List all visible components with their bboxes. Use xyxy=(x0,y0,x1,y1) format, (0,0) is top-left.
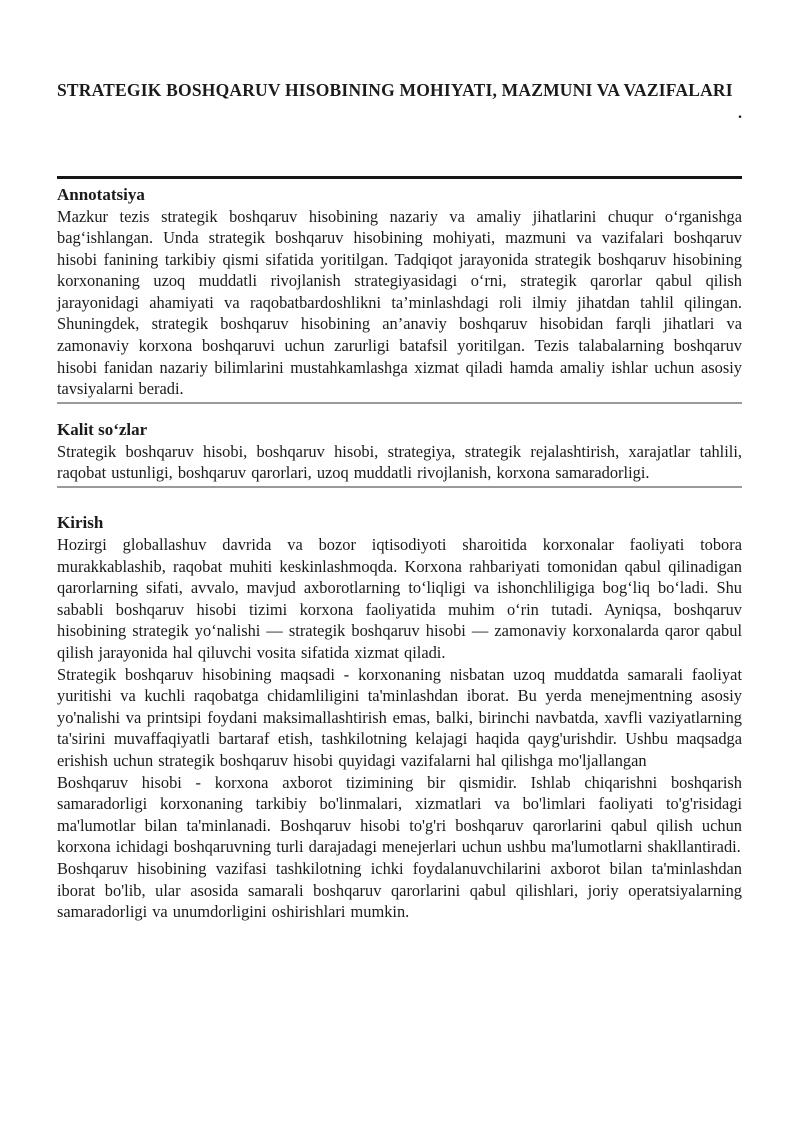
introduction-paragraph-4: Boshqaruv hisobining vazifasi tashkilotning ichki foydalanuvchilarini axborot bilan ta'minlashdan iborat bo'lib, ular asosida samarali boshqaruv qarorlarini qabul qilishlari, joriy operatsiyalarning samaradorligi va unumdorligini oshirishlari mumkin. xyxy=(57,858,742,922)
heading-introduction: Kirish xyxy=(57,513,104,533)
document-title: STRATEGIK BOSHQARUV HISOBINING MOHIYATI, MAZMUNI VA VAZIFALARI xyxy=(57,80,733,100)
introduction-paragraph-3: Boshqaruv hisobi - korxona axborot tizimining bir qismidir. Ishlab chiqarishni boshqarish samaradorligi korxonaning tarkibiy bo'linmalari, xizmatlari va bo'limlari faoliyati to'g'risidagi ma'lumotlar bilan ta'minlanadi. Boshqaruv hisobi to'g'ri boshqaruv qarorlarini qabul qilish uchun korxona ichidagi boshqaruvning turli darajadagi menejerlari uchun ushbu ma'lumotlarni shakllantiradi. xyxy=(57,772,742,857)
heading-keywords: Kalit soʻzlar xyxy=(57,419,148,439)
title-trailing-dot: . xyxy=(738,105,742,122)
annotation-paragraph: Mazkur tezis strategik boshqaruv hisobining nazariy va amaliy jihatlarini chuqur oʻrganishga bagʻishlangan. Unda strategik boshqaruv hisobining mohiyati, mazmuni va vazifalari boshqaruv hisobi fanining tarkibiy qismi sifatida yoritilgan. Tadqiqot jarayonida strategik boshqaruv hisobining korxonaning uzoq muddatli rivojlanish strategiyasidagi oʻrni, strategik qarorlar qabul qilish jarayonidagi ahamiyati va raqobatbardoshlikni ta’minlashdagi roli ilmiy jihatdan tahlil qilingan. Shuningdek, strategik boshqaruv hisobining an’anaviy boshqaruv hisobidan farqli jihatlari va zamonaviy korxona boshqaruvi uchun zarurligi batafsil yoritilgan. Tezis talabalarning boshqaruv hisobi fanidan nazariy bilimlarini mustahkamlashga xizmat qiladi hamda amaliy ishlar uchun asosiy tavsiyalarni beradi. xyxy=(57,206,742,399)
heading-annotation: Annotatsiya xyxy=(57,184,145,204)
header-divider-rule xyxy=(57,176,742,179)
introduction-paragraph-2: Strategik boshqaruv hisobining maqsadi - korxonaning nisbatan uzoq muddatda samarali faoliyat yuritishi va kuchli raqobatga chidamliligini ta'minlashdan iborat. Bu yerda menejmentning asosiy yo'nalishi va printsipi foydani maksimallashtirish emas, balki, birinchi navbatda, xavfli vaziyatlarning ta'sirini muvaffaqiyatli bartaraf etish, tashkilotning kelajagi haqida qayg'urishdir. Ushbu maqsadga erishish uchun strategik boshqaruv hisobi quyidagi vazifalarni hal qilishga mo'ljallangan xyxy=(57,664,742,770)
section-divider-annotation xyxy=(57,402,742,404)
keywords-paragraph: Strategik boshqaruv hisobi, boshqaruv hisobi, strategiya, strategik rejalashtirish, xarajatlar tahlili, raqobat ustunligi, boshqaruv qarorlari, uzoq muddatli rivojlanish, korxona samaradorligi. xyxy=(57,441,742,483)
introduction-paragraph-1: Hozirgi globallashuv davrida va bozor iqtisodiyoti sharoitida korxonalar faoliyati tobora murakkablashib, raqobat muhiti keskinlashmoqda. Korxona rahbariyati tomonidan qabul qilinadigan qarorlarning sifati, avvalo, mavjud axborotlarning toʻliqligi va ishonchliligiga bogʻliq boʻladi. Shu sababli boshqaruv hisobi tizimi korxona faoliyatida muhim oʻrin tutadi. Ayniqsa, boshqaruv hisobining strategik yoʻnalishi — strategik boshqaruv hisobi — zamonaviy korxonalarda qaror qabul qilish jarayonida hal qiluvchi vosita sifatida xizmat qiladi. xyxy=(57,535,742,662)
section-divider-keywords xyxy=(57,486,742,488)
